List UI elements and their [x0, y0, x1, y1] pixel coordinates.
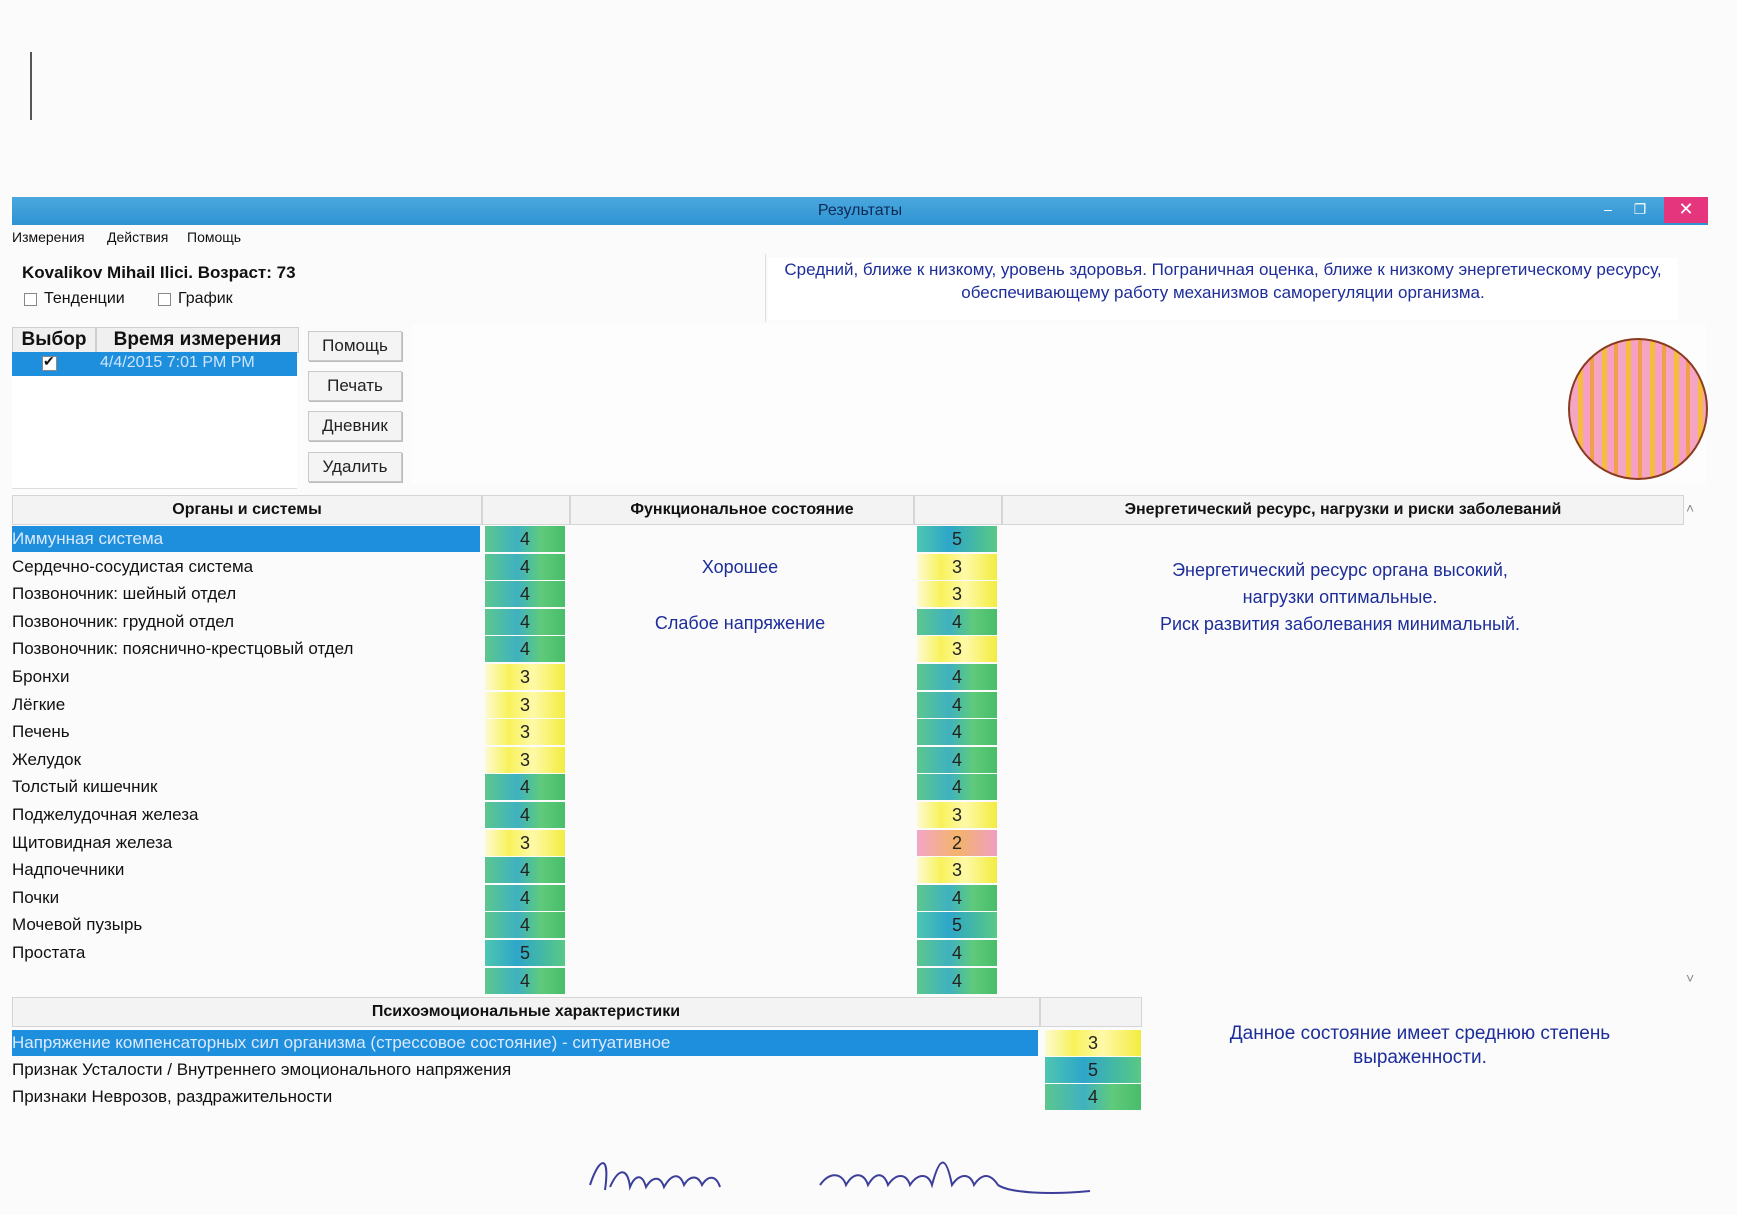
energy-value-cell: 3: [917, 636, 997, 662]
organ-row[interactable]: Позвоночник: пояснично-крестцовый отдел: [12, 639, 354, 658]
menu-bar: [12, 226, 1708, 248]
graph-area: [412, 325, 1707, 485]
organ-row[interactable]: Печень: [12, 722, 70, 741]
organ-row[interactable]: [12, 968, 480, 994]
functional-value-cell: 4: [485, 912, 565, 938]
functional-value-cell: 3: [485, 830, 565, 856]
window-title: Результаты: [817, 202, 903, 219]
trends-checkbox[interactable]: [24, 293, 37, 306]
diary-button[interactable]: Дневник: [308, 411, 402, 441]
col-time-header[interactable]: Время измерения: [96, 327, 299, 353]
measurement-list: [12, 376, 297, 489]
window-titlebar[interactable]: [12, 197, 1708, 225]
col-psycho-value-header: [1040, 997, 1142, 1027]
functional-value-cell: 4: [485, 857, 565, 883]
functional-value-cell: 4: [485, 581, 565, 607]
energy-value-cell: 4: [917, 609, 997, 635]
functional-value-cell: 3: [485, 692, 565, 718]
functional-value-cell: 5: [485, 940, 565, 966]
menu-item-help[interactable]: Помощь: [187, 229, 242, 245]
functional-text-tension: Слабое напряжение: [654, 613, 826, 633]
organ-row[interactable]: Лёгкие: [12, 695, 66, 714]
psycho-value-cell: 5: [1045, 1057, 1141, 1083]
margin-mark: [30, 52, 32, 120]
organ-row[interactable]: Щитовидная железа: [12, 833, 173, 852]
organ-row[interactable]: Бронхи: [12, 667, 70, 686]
health-orb-icon: [1568, 338, 1708, 480]
energy-text-line-1: Энергетический ресурс органа высокий,: [1172, 560, 1508, 580]
functional-value-cell: 4: [485, 554, 565, 580]
energy-value-cell: 4: [917, 940, 997, 966]
delete-button[interactable]: Удалить: [308, 452, 402, 482]
functional-value-cell: 4: [485, 802, 565, 828]
organ-row[interactable]: Позвоночник: грудной отдел: [12, 612, 235, 631]
health-summary: Средний, ближе к низкому, уровень здоровья. Пограничная оценка, ближе к низкому энергетическому ресурсу, обеспечивающему работу механизмов саморегуляции организма.: [768, 258, 1678, 320]
col-select-header[interactable]: Выбор: [12, 327, 96, 353]
organ-row[interactable]: Иммунная система: [12, 526, 480, 552]
functional-value-cell: 3: [485, 719, 565, 745]
col-organs-header[interactable]: Органы и системы: [12, 495, 482, 525]
energy-value-cell: 5: [917, 912, 997, 938]
energy-value-cell: 3: [917, 802, 997, 828]
psycho-row[interactable]: Напряжение компенсаторных сил организма (стрессовое состояние) - ситуативное: [12, 1030, 1038, 1056]
energy-value-cell: 5: [917, 526, 997, 552]
energy-value-cell: 4: [917, 664, 997, 690]
psycho-value-cell: 3: [1045, 1030, 1141, 1056]
functional-value-cell: 4: [485, 636, 565, 662]
scroll-up-icon[interactable]: ˄: [1686, 500, 1695, 516]
organ-row[interactable]: Толстый кишечник: [12, 777, 158, 796]
close-icon[interactable]: ✕: [1664, 197, 1708, 223]
organ-row[interactable]: Почки: [12, 888, 60, 907]
organ-row[interactable]: Желудок: [12, 750, 82, 769]
maximize-icon[interactable]: ❐: [1633, 201, 1647, 217]
psycho-value-cell: 4: [1045, 1084, 1141, 1110]
organ-row[interactable]: Мочевой пузырь: [12, 915, 143, 934]
energy-text-line-3: Риск развития заболевания минимальный.: [1159, 614, 1521, 634]
functional-value-cell: 3: [485, 664, 565, 690]
functional-value-cell: 4: [485, 885, 565, 911]
col-energy-header[interactable]: Энергетический ресурс, нагрузки и риски заболеваний: [1002, 495, 1684, 525]
print-button[interactable]: Печать: [308, 371, 402, 401]
trends-label: Тенденции: [44, 290, 125, 307]
col-functional-header[interactable]: Функциональное состояние: [570, 495, 914, 525]
menu-item-actions[interactable]: Действия: [107, 229, 169, 245]
organ-row[interactable]: Сердечно-сосудистая система: [12, 557, 254, 576]
scroll-down-icon[interactable]: ˅: [1686, 970, 1695, 986]
functional-value-cell: 3: [485, 747, 565, 773]
col-f-value-header: [482, 495, 570, 525]
organ-row[interactable]: Надпочечники: [12, 860, 125, 879]
energy-value-cell: 3: [917, 554, 997, 580]
functional-value-cell: 4: [485, 774, 565, 800]
energy-value-cell: 3: [917, 581, 997, 607]
organ-row[interactable]: Простата: [12, 943, 86, 962]
energy-value-cell: 4: [917, 774, 997, 800]
measurement-row[interactable]: [12, 352, 297, 376]
help-button[interactable]: Помощь: [308, 331, 402, 361]
functional-text-good: Хорошее: [701, 557, 779, 577]
energy-value-cell: 4: [917, 885, 997, 911]
psycho-row[interactable]: Признаки Неврозов, раздражительности: [12, 1087, 333, 1106]
functional-value-cell: 4: [485, 526, 565, 552]
energy-value-cell: 4: [917, 968, 997, 994]
organ-row[interactable]: Позвоночник: шейный отдел: [12, 584, 237, 603]
functional-value-cell: 4: [485, 609, 565, 635]
handwritten-note: [580, 1145, 1100, 1205]
menu-item-measurements[interactable]: Измерения: [12, 229, 85, 245]
measurement-time: 4/4/2015 7:01 PM PM: [100, 354, 255, 371]
organ-row[interactable]: Поджелудочная железа: [12, 805, 199, 824]
graph-checkbox[interactable]: [158, 293, 171, 306]
psycho-row[interactable]: Признак Усталости / Внутреннего эмоционального напряжения: [12, 1060, 512, 1079]
energy-value-cell: 2: [917, 830, 997, 856]
psycho-summary: Данное состояние имеет среднюю степень выраженности.: [1229, 1023, 1611, 1068]
graph-label: График: [178, 290, 233, 307]
minimize-icon[interactable]: –: [1604, 201, 1612, 217]
energy-value-cell: 4: [917, 719, 997, 745]
col-psycho-header[interactable]: Психоэмоциональные характеристики: [12, 997, 1040, 1027]
measurement-checkbox[interactable]: [42, 356, 57, 371]
energy-value-cell: 3: [917, 857, 997, 883]
col-e-value-header: [914, 495, 1002, 525]
energy-text-line-2: нагрузки оптимальные.: [1242, 587, 1438, 607]
energy-value-cell: 4: [917, 692, 997, 718]
functional-value-cell: 4: [485, 968, 565, 994]
patient-header: Kovalikov Mihail Ilici. Возраст: 73: [22, 263, 296, 282]
energy-value-cell: 4: [917, 747, 997, 773]
